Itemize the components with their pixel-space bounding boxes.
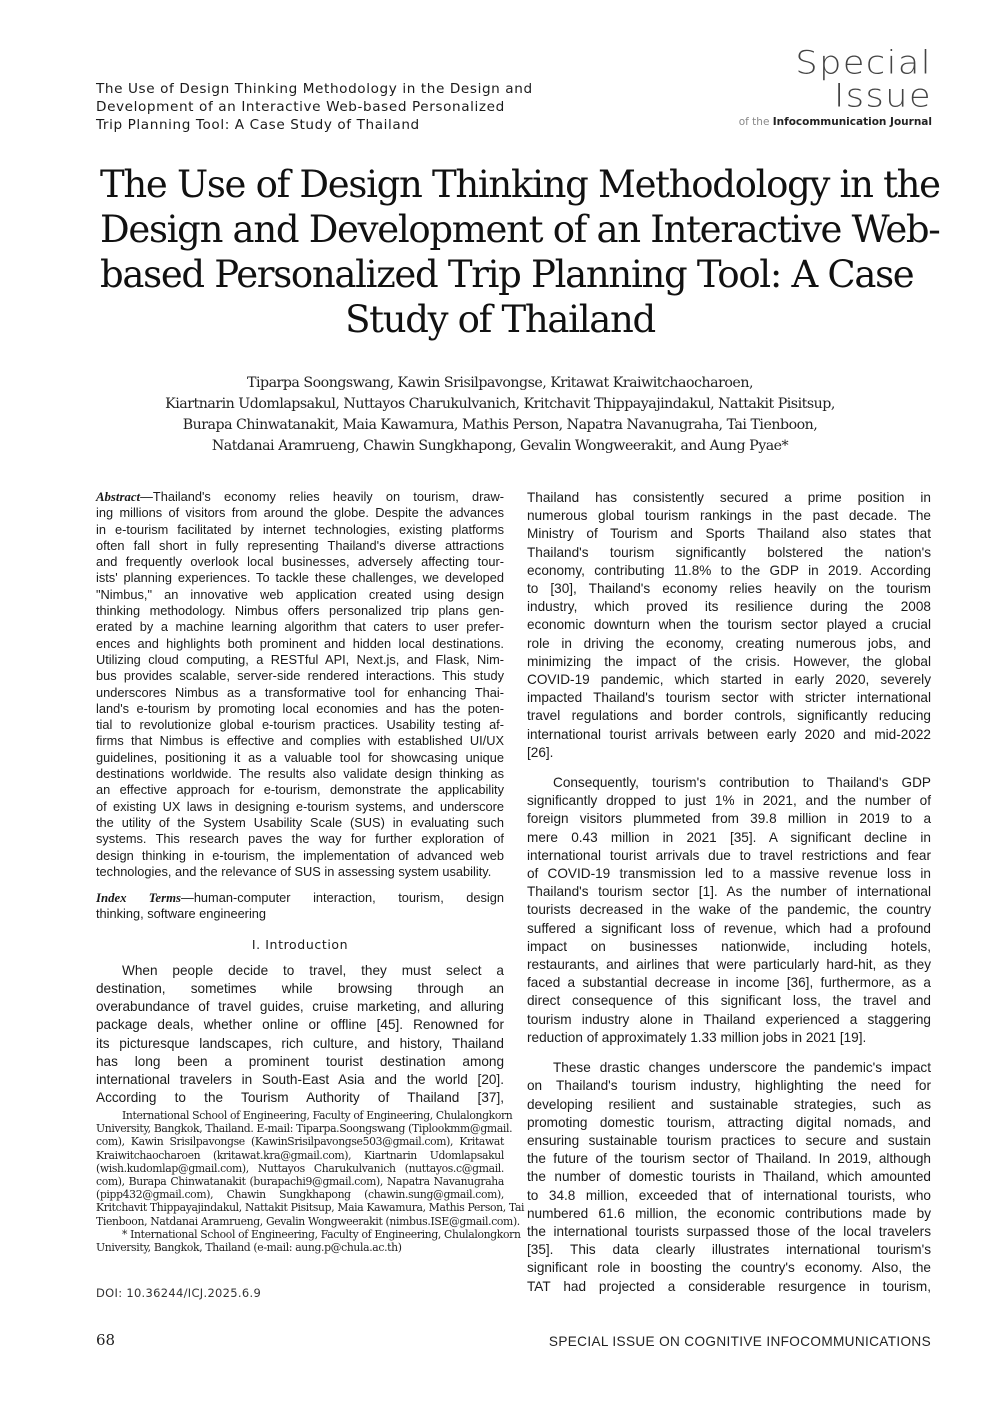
author-line: Burapa Chinwatanakit, Maia Kawamura, Mathis Person, Napatra Navanugraha, Tai Tienboon,	[182, 417, 818, 433]
journal-badge	[700, 44, 932, 128]
body-line: the international tourists surpassed those of the local travelers	[527, 1223, 931, 1239]
body-line: significantly dropped to just 1% in 2021, and the number of	[527, 793, 931, 809]
abstract-first-line	[96, 489, 504, 505]
intro-line: has long been a prominent tourist destination among	[96, 1053, 504, 1069]
footnote-line: (wish.kudomlap@gmail.com), Nuttayos Charukulvanich (nuttayos.c@gmail.	[96, 1161, 504, 1175]
doi[interactable]: DOI: 10.36244/ICJ.2025.6.9	[96, 1286, 262, 1300]
index-terms	[96, 890, 504, 923]
left-column	[96, 489, 504, 1107]
author-list	[110, 373, 890, 457]
body-line: foreign visitors plummeted from 39.8 million in 2019 to a	[527, 811, 931, 827]
abstract-line: and frequently overlook local businesses, adversely affecting tour-	[96, 554, 504, 570]
body-line: international tourist arrivals between early 2020 and mid-2022	[527, 726, 931, 742]
body-line: economic downturn when the tourism sector played a crucial	[527, 617, 931, 633]
abstract-line: technologies, and the relevance of SUS in assessing system usability.	[96, 863, 492, 879]
body-line: COVID-19 pandemic, which started in early 2020, severely	[527, 672, 931, 688]
author-line: Tiparpa Soongswang, Kawin Srisilpavongse, Kritawat Kraiwitchaocharoen,	[247, 375, 753, 391]
intro-line: overabundance of travel guides, cruise marketing, and alluring	[96, 999, 504, 1015]
body-line: numbered 61.6 million, the economic contributions made by	[527, 1205, 931, 1221]
body-line: TAT had projected a considerable resurgence in tourism,	[527, 1278, 931, 1294]
body-line: Thailand's tourism significantly bolstered the nation's	[527, 544, 931, 560]
footnote-line: University, Bangkok, Thailand (e-mail: aung.p@chula.ac.th)	[96, 1241, 402, 1255]
body-line: to 34.8 million, exceeded that of international tourists, who	[527, 1187, 931, 1203]
body-line: on Thailand's tourism industry, highlighting the need for	[527, 1078, 931, 1094]
index-terms-label: Index Terms	[96, 891, 182, 906]
body-line: Thailand's tourism sector [1]. As the number of international	[527, 884, 931, 900]
body-line: [26].	[527, 744, 554, 760]
body-line: impacted Thailand's tourism sector with stricter international	[527, 690, 931, 706]
body-paragraph	[527, 489, 931, 762]
footnote-line: Tienboon, Natdanai Aramrueng, Gevalin Wongweerakit (nimbus.ISE@gmail.com).	[96, 1214, 520, 1228]
body-line: role in driving the economy, creating numerous jobs, and	[527, 635, 931, 651]
body-line: tourists decreased in the wake of the pandemic, the country	[527, 902, 931, 918]
abstract-line: systems. This research paves the way for further exploration of	[96, 831, 504, 847]
abstract-line: ences and highlights both prominent and hidden local destinations.	[96, 635, 504, 651]
abstract-line: "Nimbus," an innovative web application created using design	[96, 586, 504, 602]
footnote-line: Kraiwitchaocharoen (kritawat.kra@gmail.com), Kiartnarin Udomlapsakul	[96, 1148, 504, 1162]
body-line: developing resilient and sustainable strategies, such as	[527, 1096, 931, 1112]
intro-line: package deals, whether online or offline [45]. Renowned for	[96, 1017, 504, 1033]
abstract-line: Utilizing cloud computing, a RESTful API, Next.js, and Flask, Nim-	[96, 651, 504, 667]
section-heading-introduction: I. Introduction	[251, 936, 349, 952]
abstract-line: tial to revolutionize global e-tourism practices. Usability testing af-	[96, 717, 504, 733]
body-line: of COVID-19 transmission led to a massive revenue loss in	[527, 866, 931, 882]
abstract-line: of existing UX laws in designing e-tourism systems, and underscore	[96, 798, 504, 814]
footnote-line: com), Kawin Srisilpavongse (KawinSrisilpavongse503@gmail.com), Kritawat	[96, 1135, 504, 1149]
body-line: industry, which proved its resilience during the 2008	[527, 599, 931, 615]
body-line: the future of the tourism sector of Thailand. In 2019, although	[527, 1151, 931, 1167]
body-line: to [30], Thailand's economy relies heavily on the tourism	[527, 581, 931, 597]
journal-name	[700, 116, 932, 128]
index-terms-first-text: —human-computer interaction, tourism, design	[181, 890, 505, 906]
intro-paragraph	[96, 962, 504, 1108]
abstract-line: underscores Nimbus as a transformative tool for enhancing Thai-	[96, 684, 504, 700]
body-line: These drastic changes underscore the pandemic's impact	[553, 1060, 931, 1076]
abstract-label: Abstract	[96, 490, 141, 504]
journal-name-bold: Infocommunication Journal	[772, 116, 932, 128]
author-line: Natdanai Aramrueng, Chawin Sungkhapong, Gevalin Wongweerakit, and Aung Pyae*	[211, 438, 789, 454]
abstract-line: an effective approach for e-tourism, demonstrate the applicability	[96, 782, 504, 798]
body-line: mere 0.43 million in 2021 [35]. A significant decline in	[527, 829, 931, 845]
page-number: 68	[96, 1331, 116, 1349]
body-line: economy, contributing 11.8% to the GDP in 2019. According	[527, 562, 931, 578]
author-affiliation-footnote	[96, 1109, 525, 1255]
abstract-line: firms that Nimbus is effective and complies with established UI/UX	[96, 733, 504, 749]
intro-line: its picturesque landscapes, rich culture, and history, Thailand	[96, 1035, 504, 1051]
body-line: Consequently, tourism's contribution to Thailand's GDP	[553, 775, 931, 791]
intro-line: When people decide to travel, they must select a	[122, 962, 504, 978]
abstract-line: erated by a machine learning algorithm that caters to user prefer-	[96, 619, 504, 635]
body-line: minimizing the impact of the crisis. However, the global	[527, 653, 931, 669]
body-line: [35]. This data clearly illustrates international tourism's	[527, 1242, 931, 1258]
title-line: based Personalized Trip Planning Tool: A Case	[100, 253, 914, 296]
abstract-line: ing millions of visitors from around the globe. Despite the advances	[96, 505, 504, 521]
body-line: faced a substantial decrease in income [36], furthermore, as a	[527, 975, 931, 991]
abstract	[96, 489, 504, 880]
body-line: direct consequence of this significant loss, the travel and	[527, 993, 931, 1009]
title-line: Design and Development of an Interactive Web-	[100, 208, 940, 251]
body-line: significant role in boosting the country's economy. Also, the	[527, 1260, 931, 1276]
intro-line: international travelers in South-East Asia and the world [20].	[96, 1071, 504, 1087]
title-line: Study of Thailand	[345, 298, 655, 341]
footnote-line: com), Burapa Chinwatanakit (burapachi9@gmail.com), Napatra Navanugraha	[96, 1175, 504, 1189]
body-line: suffered a significant loss of revenue, which had a profound	[527, 920, 931, 936]
right-column	[527, 489, 931, 1296]
special-issue-label: Special Issue	[795, 45, 932, 115]
abstract-line: ists' planning experiences. To tackle these challenges, we developed	[96, 570, 504, 586]
footnote-line: (pipp432@gmail.com), Chawin Sungkhapong (chawin.sung@gmail.com),	[96, 1188, 504, 1202]
footnote-line: Kritchavit Thippayajindakul, Nattakit Pisitsup, Maia Kawamura, Mathis Person, Tai	[96, 1201, 525, 1215]
body-line: restaurants, and airlines that were particularly hard-hit, as they	[527, 957, 931, 973]
abstract-line: the utility of the System Usability Scale (SUS) in evaluating such	[96, 814, 504, 830]
footnote-line: University, Bangkok, Thailand. E-mail: Tiparpa.Soongswang (Tiplookmm@gmail.	[96, 1122, 513, 1136]
body-line: international tourist arrivals due to travel restrictions and fear	[527, 847, 931, 863]
body-line: Thailand has consistently secured a prime position in	[527, 490, 931, 505]
body-line: numerous global tourism rankings in the past decade. The	[527, 508, 931, 524]
index-terms-line: thinking, software engineering	[96, 906, 267, 922]
running-head-line: Trip Planning Tool: A Case Study of Thailand	[96, 117, 420, 133]
body-line: ensuring sustainable tourism practices to secure and sustain	[527, 1132, 931, 1148]
abstract-line: in e-tourism facilitated by internet technologies, existing platforms	[96, 521, 504, 537]
footnote-line: * International School of Engineering, Faculty of Engineering, Chulalongkorn	[122, 1227, 521, 1241]
body-line: impact on businesses nationwide, including hotels,	[527, 938, 931, 954]
abstract-first-text: —Thailand's economy relies heavily on tourism, draw-	[140, 489, 504, 504]
title-line: The Use of Design Thinking Methodology in the	[100, 163, 940, 206]
abstract-line: bus provides scalable, server-side rendered interactions. This study	[96, 668, 504, 684]
abstract-line: destinations worldwide. The results also validate design thinking as	[96, 766, 504, 782]
body-line: reduction of approximately 1.33 million jobs in 2021 [19].	[527, 1029, 867, 1045]
intro-line: destination, sometimes while browsing through an	[96, 980, 504, 996]
body-line: tourism industry alone in Thailand experienced a staggering	[527, 1011, 931, 1027]
abstract-line: often fall short in fully representing Thailand's diverse attractions	[96, 537, 504, 553]
abstract-line: thinking methodology. Nimbus offers personalized trip plans gen-	[96, 603, 504, 619]
journal-name-prefix: of the	[738, 116, 773, 128]
abstract-line: land's e-tourism by promoting local economies and has the poten-	[96, 700, 504, 716]
paper-title	[100, 162, 940, 342]
body-line: promoting domestic tourism, attracting digital nomads, and	[527, 1114, 931, 1130]
abstract-line: design thinking in e-tourism, the implementation of advanced web	[96, 847, 504, 863]
running-head-line: The Use of Design Thinking Methodology in the Design and	[96, 81, 533, 97]
footnote-line: International School of Engineering, Faculty of Engineering, Chulalongkorn	[122, 1109, 513, 1122]
body-paragraph	[527, 1059, 931, 1296]
author-line: Kiartnarin Udomlapsakul, Nuttayos Charukulvanich, Kritchavit Thippayajindakul, Nattakit Pisitsup,	[165, 396, 835, 412]
abstract-line: guidelines, positioning it as a valuable tool for showcasing unique	[96, 749, 504, 765]
body-line: the number of domestic tourists in Thailand, which amounted	[527, 1169, 931, 1185]
intro-line: According to the Tourism Authority of Thailand [37],	[96, 1090, 504, 1106]
running-head	[96, 80, 566, 134]
body-line: Ministry of Tourism and Sports Thailand also states that	[527, 526, 931, 542]
running-head-line: Development of an Interactive Web-based Personalized	[96, 99, 505, 115]
index-terms-first-line	[96, 890, 504, 906]
body-line: travel regulations and border controls, significantly reducing	[527, 708, 931, 724]
footer-title: SPECIAL ISSUE ON COGNITIVE INFOCOMMUNICATIONS	[548, 1334, 931, 1349]
body-paragraph	[527, 774, 931, 1047]
